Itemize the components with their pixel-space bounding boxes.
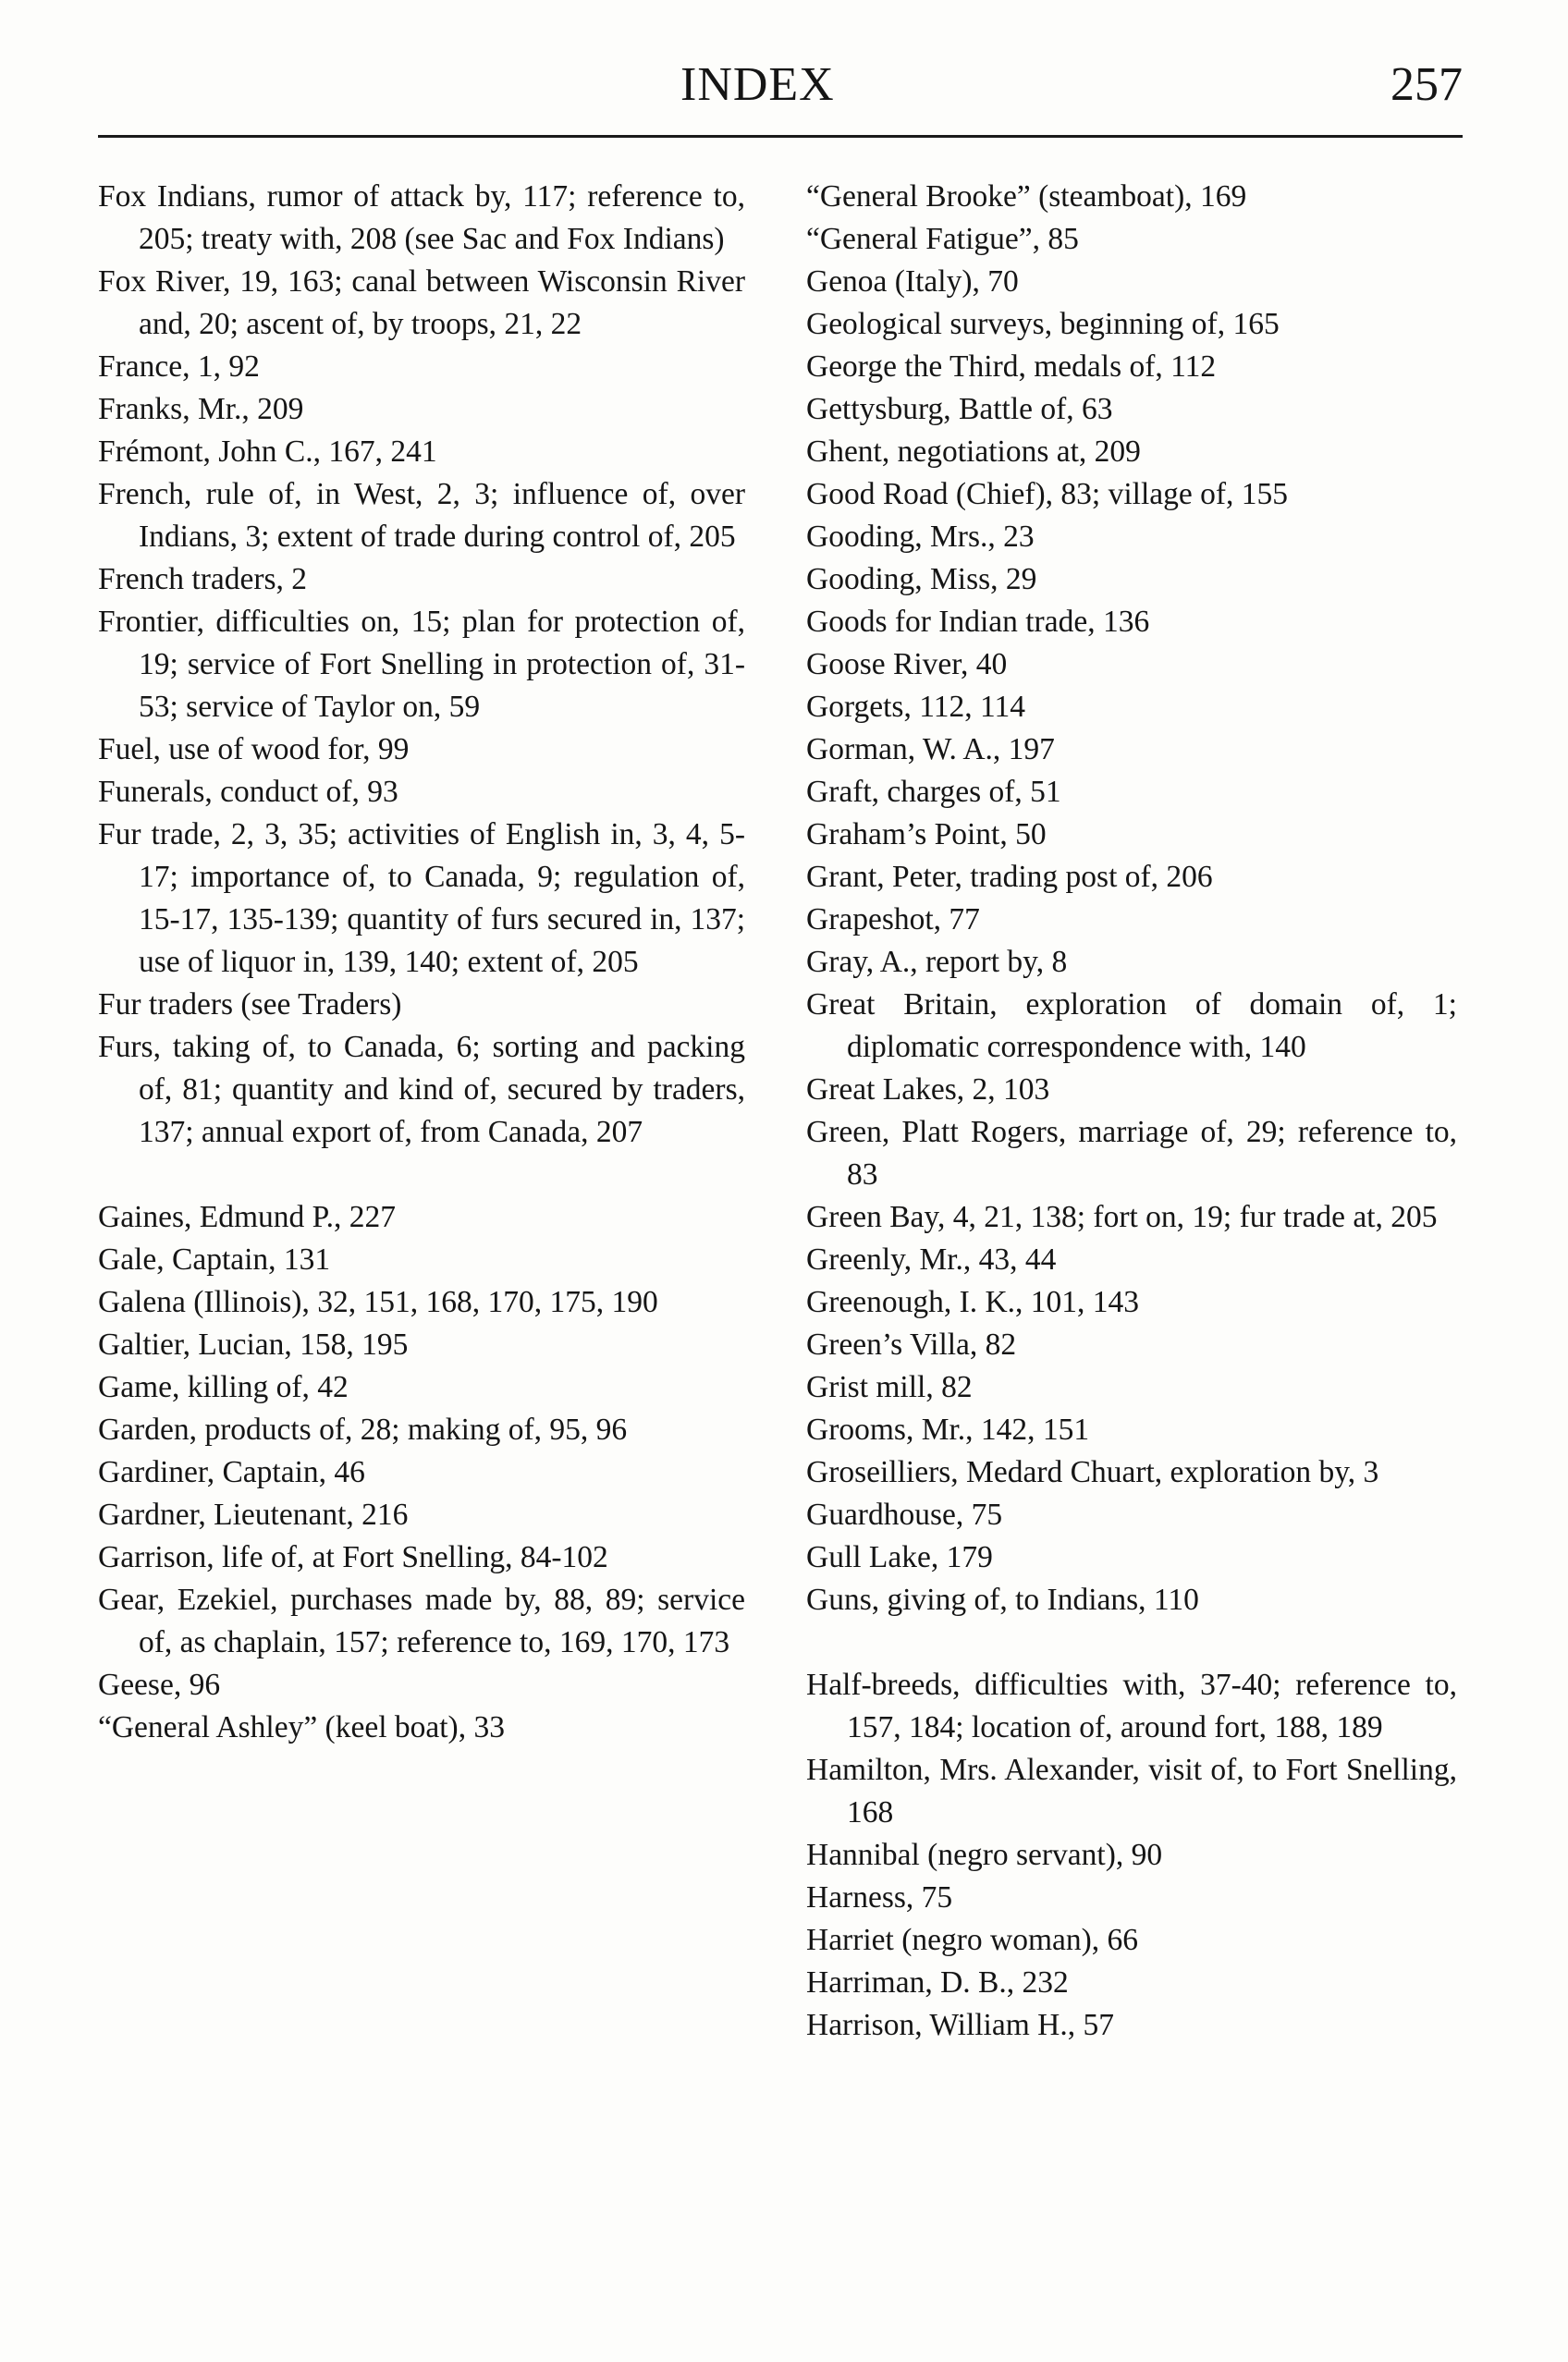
index-entry: “General Ashley” (keel boat), 33 [98, 1710, 505, 1744]
index-entry: Gray, A., report by, 8 [806, 945, 1068, 979]
index-entry: Graft, charges of, 51 [806, 775, 1061, 809]
index-entry: Franks, Mr., 209 [98, 392, 304, 426]
index-entry: Galena (Illinois), 32, 151, 168, 170, 175, 190 [98, 1285, 658, 1319]
index-entry: Goods for Indian trade, 136 [806, 605, 1150, 639]
index-entry: Hamilton, Mrs. Alexander, visit of, to Fort Snelling, 168 [806, 1753, 1457, 1830]
page-header [98, 48, 1463, 122]
index-entry: Groseilliers, Medard Chuart, exploration by, 3 [806, 1455, 1379, 1489]
index-entry: French, rule of, in West, 2, 3; influence of, over Indians, 3; extent of trade during control of, 205 [98, 477, 745, 554]
index-entry: Goose River, 40 [806, 647, 1008, 681]
page-number: 257 [1390, 58, 1463, 111]
index-entry: Garrison, life of, at Fort Snelling, 84-102 [98, 1540, 608, 1574]
index-entry: Grant, Peter, trading post of, 206 [806, 860, 1213, 894]
index-entry: Guns, giving of, to Indians, 110 [806, 1583, 1199, 1617]
index-entry: Gooding, Mrs., 23 [806, 520, 1035, 554]
index-entry: Green Bay, 4, 21, 138; fort on, 19; fur trade at, 205 [806, 1200, 1438, 1234]
index-entry: Guardhouse, 75 [806, 1498, 1003, 1532]
index-entry: Great Britain, exploration of domain of, 1; diplomatic correspondence with, 140 [806, 987, 1457, 1064]
index-entry: Greenly, Mr., 43, 44 [806, 1242, 1057, 1277]
index-entry: Harriet (negro woman), 66 [806, 1923, 1139, 1957]
index-entry: Furs, taking of, to Canada, 6; sorting and packing of, 81; quantity and kind of, secured by traders, 137; annual export of, from Canada, 207 [98, 1030, 745, 1149]
index-entry: Green’s Villa, 82 [806, 1328, 1017, 1362]
index-entry: Gettysburg, Battle of, 63 [806, 392, 1113, 426]
right-column [806, 176, 1457, 2047]
header-rule [98, 135, 1463, 138]
index-entry: Frontier, difficulties on, 15; plan for protection of, 19; service of Fort Snelling in protection of, 31-53; service of Taylor on, 59 [98, 605, 745, 724]
index-entry: Frémont, John C., 167, 241 [98, 434, 437, 469]
index-entry: Great Lakes, 2, 103 [806, 1072, 1050, 1107]
index-entry: George the Third, medals of, 112 [806, 349, 1217, 384]
index-entry: Graham’s Point, 50 [806, 817, 1047, 851]
section-gap [98, 1154, 745, 1196]
index-entry: Ghent, negotiations at, 209 [806, 434, 1141, 469]
index-entry: Fox River, 19, 163; canal between Wisconsin River and, 20; ascent of, by troops, 21, 22 [98, 264, 745, 341]
index-entry: Fur trade, 2, 3, 35; activities of English in, 3, 4, 5-17; importance of, to Canada, 9; regulation of, 15-17, 135-139; quantity of furs secured in, 137; use of liquor in, 139, 140; extent of, 205 [98, 817, 745, 979]
index-entry: Gaines, Edmund P., 227 [98, 1200, 396, 1234]
index-entry: Grapeshot, 77 [806, 902, 980, 936]
index-entry: Funerals, conduct of, 93 [98, 775, 398, 809]
index-entry: Geese, 96 [98, 1668, 221, 1702]
left-column [98, 176, 745, 1749]
index-entry: Geological surveys, beginning of, 165 [806, 307, 1280, 341]
index-entry: “General Fatigue”, 85 [806, 222, 1079, 256]
index-entry: Gorgets, 112, 114 [806, 690, 1025, 724]
index-entry: Gear, Ezekiel, purchases made by, 88, 89; service of, as chaplain, 157; reference to, 169, 170, 173 [98, 1583, 745, 1659]
index-entry: Harness, 75 [806, 1880, 953, 1915]
index-entry: Gull Lake, 179 [806, 1540, 993, 1574]
page-title: INDEX [680, 58, 835, 111]
index-entry: “General Brooke” (steamboat), 169 [806, 179, 1247, 214]
index-entry: Gardner, Lieutenant, 216 [98, 1498, 409, 1532]
index-entry: Game, killing of, 42 [98, 1370, 349, 1404]
index-entry: Fur traders (see Traders) [98, 987, 402, 1022]
index-entry: Harriman, D. B., 232 [806, 1965, 1069, 2000]
index-entry: Green, Platt Rogers, marriage of, 29; reference to, 83 [806, 1115, 1457, 1192]
index-entry: Garden, products of, 28; making of, 95, 96 [98, 1413, 628, 1447]
index-entry: Hannibal (negro servant), 90 [806, 1838, 1163, 1872]
index-entry: Galtier, Lucian, 158, 195 [98, 1328, 409, 1362]
index-entry: Fuel, use of wood for, 99 [98, 732, 410, 766]
index-entry: Gooding, Miss, 29 [806, 562, 1037, 596]
section-gap [806, 1622, 1457, 1664]
index-entry: Harrison, William H., 57 [806, 2008, 1114, 2042]
index-entry: Gale, Captain, 131 [98, 1242, 331, 1277]
index-entry: French traders, 2 [98, 562, 308, 596]
index-entry: Grooms, Mr., 142, 151 [806, 1413, 1090, 1447]
index-entry: Grist mill, 82 [806, 1370, 973, 1404]
index-entry: Gorman, W. A., 197 [806, 732, 1055, 766]
index-entry: Gardiner, Captain, 46 [98, 1455, 365, 1489]
index-entry: Fox Indians, rumor of attack by, 117; reference to, 205; treaty with, 208 (see Sac and Fox Indians) [98, 179, 745, 256]
index-entry: Genoa (Italy), 70 [806, 264, 1019, 299]
index-entry: Good Road (Chief), 83; village of, 155 [806, 477, 1289, 511]
index-entry: France, 1, 92 [98, 349, 260, 384]
index-entry: Half-breeds, difficulties with, 37-40; reference to, 157, 184; location of, around fort, 188, 189 [806, 1668, 1457, 1744]
index-entry: Greenough, I. K., 101, 143 [806, 1285, 1140, 1319]
